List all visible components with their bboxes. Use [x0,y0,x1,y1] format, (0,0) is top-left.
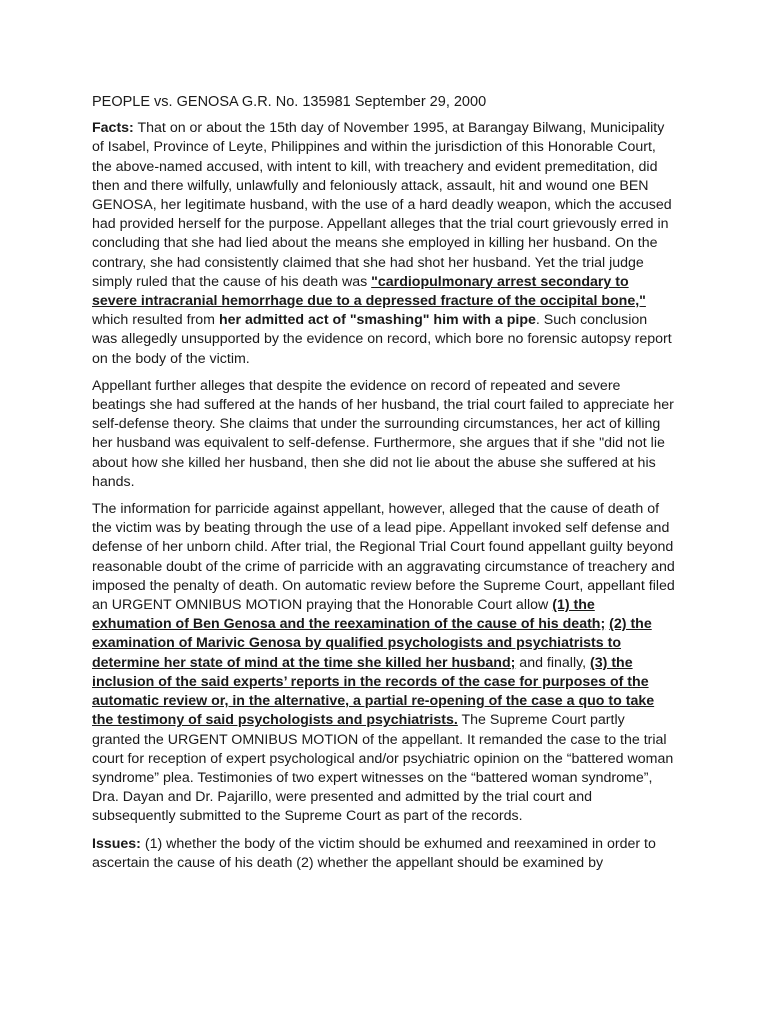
info-text-3: and finally, [515,654,591,671]
issues-text: (1) whether the body of the victim should be exhumed and reexamined in order to ascertain the cause of his death (2) whether the appellant should be examined by [92,835,656,871]
info-text-4: The Supreme Court partly granted the URGENT OMNIBUS MOTION of the appellant. It remanded the case to the trial court for reception of expert psychological and/or psychiatric opinion on the “battered woman syndrome” plea. Testimonies of two expert witnesses on the “battered woman syndrome”, Dra. Dayan and Dr. Pajarillo, were presented and admitted by the trial court and subsequently submitted to the Supreme Court as part of the records. [92,712,674,825]
facts-text-1: That on or about the 15th day of November 1995, at Barangay Bilwang, Municipality of Isabel, Province of Leyte, Philippines and within the jurisdiction of this Honorable Court, the above-named accused, with intent to kill, with treachery and evident premeditation, did then and there wilfully, unlawfully and feloniously attack, assault, hit and wound one BEN GENOSA, her legitimate husband, with the use of a hard deadly weapon, which the accused had provided herself for the purpose. Appellant alleges that the trial court grievously erred in concluding that she had lied about the means she employed in killing her husband. On the contrary, she had consistently claimed that she had shot her husband. Yet the trial judge simply ruled that the cause of his death was [92,120,672,290]
issues-label: Issues: [92,835,141,852]
facts-label: Facts: [92,120,134,137]
appellant-allegations-paragraph: Appellant further alleges that despite the evidence on record of repeated and severe beatings she had suffered at the hands of her husband, the trial court failed to appreciate her self-defense theory. She claims that under the surrounding circumstances, her act of killing her husband was equivalent to self-defense. Furthermore, she argues that if she "did not lie about how she killed her husband, then she did not lie about the abuse she suffered at his hands. [92,377,674,490]
smashing-phrase: her admitted act of "smashing" him with a pipe [218,312,536,329]
issues-paragraph [92,835,676,873]
facts-paragraph [92,119,676,369]
case-title: PEOPLE vs. GENOSA G.R. No. 135981 September 29, 2000 [92,94,487,110]
information-paragraph [92,500,676,826]
cause-of-death-quote: "cardiopulmonary arrest secondary to severe intracranial hemorrhage due to a depressed fracture of the occipital bone," [92,273,646,310]
motion-item-3: (3) the inclusion of the said experts’ reports in the records of the case for purposes of the automatic review or, in the alternative, a partial re-opening of the case a quo to take the testimony of said psychologists and psychiatrists. [92,654,655,729]
facts-text-2: which resulted from [92,312,219,329]
motion-item-1: (1) the exhumation of Ben Genosa and the reexamination of the cause of his death; [92,597,606,633]
info-text-1: The information for parricide against appellant, however, alleged that the cause of death of the victim was by beating through the use of a lead pipe. Appellant invoked self defense and defense of her unborn child. After trial, the Regional Trial Court found appellant guilty beyond reasonable doubt of the crime of parricide with an aggravating circumstance of treachery and imposed the penalty of death. On automatic review before the Supreme Court, appellant filed an URGENT OMNIBUS MOTION praying that the Honorable Court allow [92,501,675,614]
motion-item-2: (2) the examination of Marivic Genosa by qualified psychologists and psychiatrists to determine her state of mind at the time she killed her husband; [92,616,652,671]
facts-text-3: . Such conclusion was allegedly unsupported by the evidence on record, which bore no forensic autopsy report on the body of the victim. [92,312,672,367]
